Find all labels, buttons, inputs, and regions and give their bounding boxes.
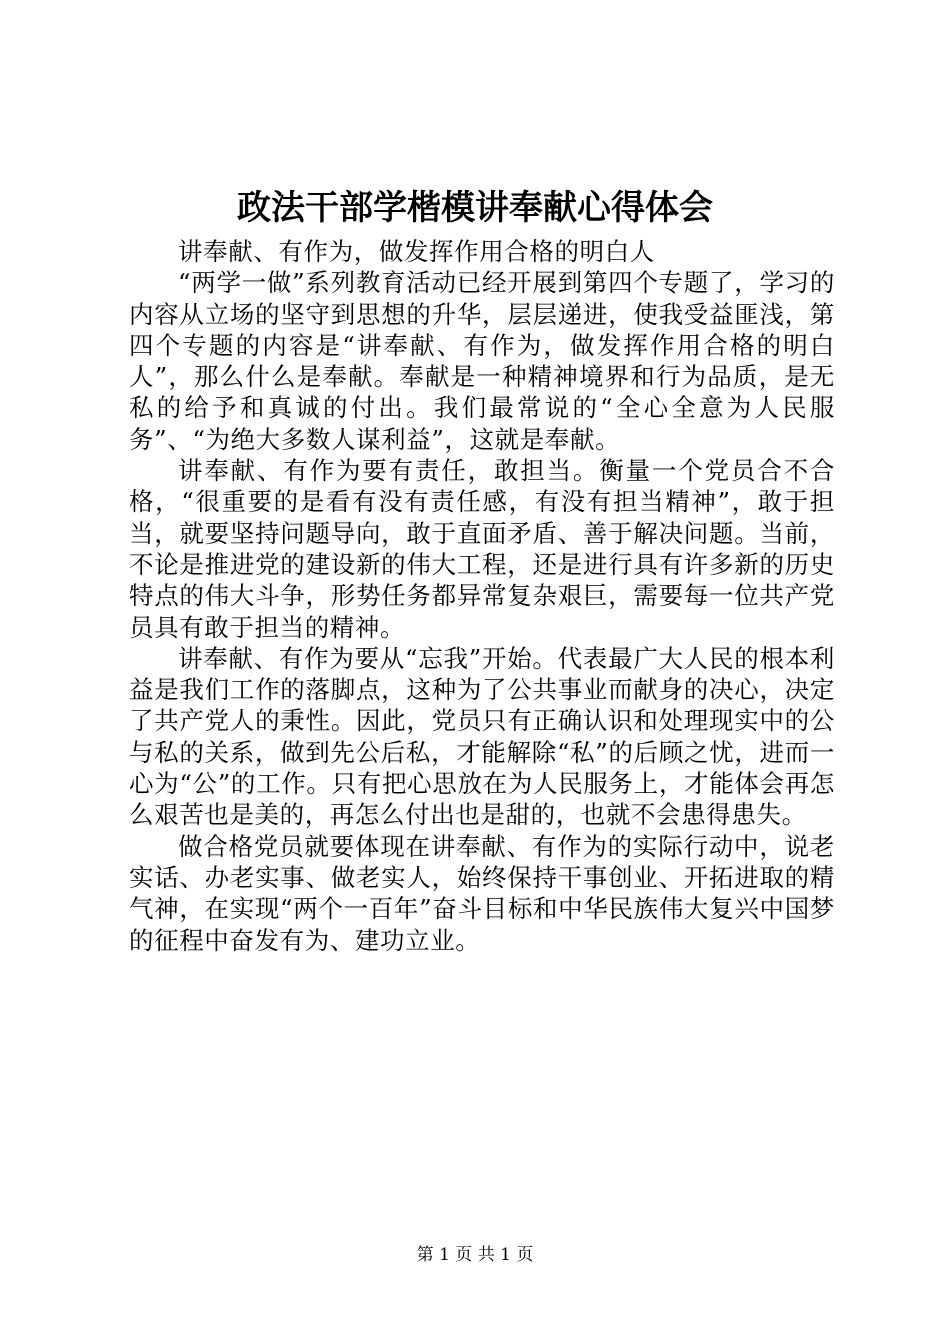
paragraph: 做合格党员就要体现在讲奉献、有作为的实际行动中，说老实话、办老实事、做老实人，始终保持干事创业、开拓进取的精气神，在实现“两个一百年”奋斗目标和中华民族伟大复兴中国梦的征程中奋发有为、建功立业。 [129, 831, 835, 955]
document-body [129, 236, 835, 956]
document-title: 政法干部学楷模讲奉献心得体会 [237, 188, 713, 228]
page-footer: 第 1 页 共 1 页 [416, 1245, 534, 1265]
paragraph: “两学一做”系列教育活动已经开展到第四个专题了，学习的内容从立场的坚守到思想的升华，层层递进，使我受益匪浅，第四个专题的内容是“讲奉献、有作为，做发挥作用合格的明白人”，那么什么是奉献。奉献是一种精神境界和行为品质，是无私的给予和真诚的付出。我们最常说的“全心全意为人民服务”、“为绝大多数人谋利益”，这就是奉献。 [129, 268, 835, 454]
paragraph: 讲奉献、有作为要有责任，敢担当。衡量一个党员合不合格，“很重要的是看有没有责任感，有没有担当精神”，敢于担当，就要坚持问题导向，敢于直面矛盾、善于解决问题。当前，不论是推进党的建设新的伟大工程，还是进行具有许多新的历史特点的伟大斗争，形势任务都异常复杂艰巨，需要每一位共产党员具有敢于担当的精神。 [129, 456, 835, 642]
paragraph-subtitle: 讲奉献、有作为，做发挥作用合格的明白人 [178, 237, 655, 266]
paragraph: 讲奉献、有作为要从“忘我”开始。代表最广大人民的根本利益是我们工作的落脚点，这种为了公共事业而献身的决心，决定了共产党人的秉性。因此，党员只有正确认识和处理现实中的公与私的关系，做到先公后私，才能解除“私”的后顾之忧，进而一心为“公”的工作。只有把心思放在为人民服务上，才能体会再怎么艰苦也是美的，再怎么付出也是甜的，也就不会患得患失。 [129, 643, 835, 830]
